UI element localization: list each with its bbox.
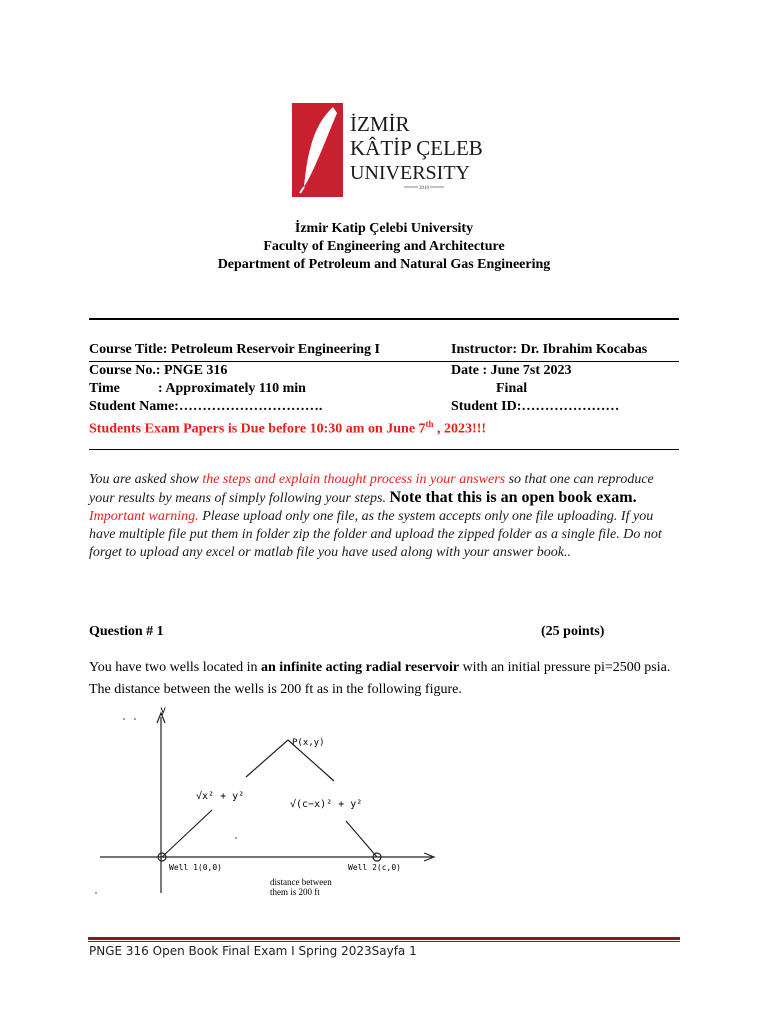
instr-warning-red: Important warning. xyxy=(89,509,199,524)
logo-line2: KÂTİP ÇELEBİ xyxy=(350,136,484,160)
question-text-part2: with an initial pressure pi=2500 psia. The distance between the wells is 200 ft as in the following figure. xyxy=(89,660,671,697)
distance1-label: √x² + y² xyxy=(196,791,245,802)
logo-year: 2010 xyxy=(419,186,429,191)
bottom-rule xyxy=(89,449,679,450)
line-well1-p-lower xyxy=(162,810,212,857)
question-text-bold: an infinite acting radial reservoir xyxy=(261,660,460,675)
distance-note-line2: them is 200 ft xyxy=(270,887,320,897)
due-notice-sup: th xyxy=(425,419,434,429)
line-well1-p-upper xyxy=(246,740,288,777)
course-title: Course Title: Petroleum Reservoir Engineering I xyxy=(89,342,380,357)
instr-part1: You are asked show xyxy=(89,472,203,487)
question-label: Question # 1 xyxy=(89,624,164,639)
distance-note-line1: distance between xyxy=(270,877,332,887)
faculty-name: Faculty of Engineering and Architecture xyxy=(263,239,505,254)
wells-figure xyxy=(90,707,438,903)
due-notice-text: Students Exam Papers is Due before 10:30 am on June 7 xyxy=(89,421,426,437)
instructor: Instructor: Dr. Ibrahim Kocabas xyxy=(451,342,648,357)
instr-upload: Please upload only one file, as the system accepts only one file uploading. If you have multiple file put them in folder zip the folder and upload the zipped folder as a single file. Do not forget to upload any excel or matlab file you have used along with your answer book.. xyxy=(89,509,662,560)
due-notice xyxy=(89,415,486,439)
top-rule xyxy=(89,318,679,320)
scan-speck xyxy=(134,718,136,720)
question-text-part1: You have two wells located in xyxy=(89,660,261,675)
page-footer: PNGE 316 Open Book Final Exam I Spring 2023Sayfa 1 xyxy=(89,944,417,958)
department-name: Department of Petroleum and Natural Gas Engineering xyxy=(217,257,551,272)
wells-diagram xyxy=(90,707,438,903)
logo-emblem-icon xyxy=(292,101,484,197)
university-name: İzmir Katip Çelebi University xyxy=(294,221,474,236)
scan-speck xyxy=(235,837,237,839)
instr-steps-red: the steps and explain thought process in your answers xyxy=(202,472,506,487)
exam-date: Date : June 7st 2023 xyxy=(451,363,572,378)
y-axis-label: y xyxy=(160,707,167,716)
scan-speck xyxy=(123,718,125,720)
line-p-well2-lower xyxy=(346,821,377,857)
time-value: : Approximately 110 min xyxy=(158,381,306,396)
instr-part3: so that one can reproduce your results by means of simply following your steps. xyxy=(89,472,654,506)
time-label: Time xyxy=(89,381,120,396)
exam-type: Final xyxy=(496,381,528,396)
distance2-label: √(c−x)² + y² xyxy=(290,799,363,810)
university-logo xyxy=(292,101,484,197)
question-text xyxy=(89,657,679,701)
exam-instructions xyxy=(89,471,679,562)
footer-rule-thick xyxy=(88,937,680,940)
question-points: (25 points) xyxy=(541,624,605,639)
well1-label: Well 1(0,0) xyxy=(169,863,222,872)
logo-line3: UNIVERSITY xyxy=(350,162,470,184)
well2-label: Well 2(c,0) xyxy=(348,863,401,872)
course-number: Course No.: PNGE 316 xyxy=(89,363,228,378)
due-notice-year: , 2023!!! xyxy=(433,421,487,437)
instr-open-book: Note that this is an open book exam. xyxy=(389,489,637,506)
scan-speck xyxy=(95,892,97,894)
footer-rule-thin xyxy=(88,941,680,942)
student-id-field: Student ID:………………… xyxy=(451,399,620,414)
logo-line1: İZMİR xyxy=(350,112,410,136)
student-name-field: Student Name:…………………………. xyxy=(89,399,323,414)
point-label: P(x,y) xyxy=(292,738,325,748)
